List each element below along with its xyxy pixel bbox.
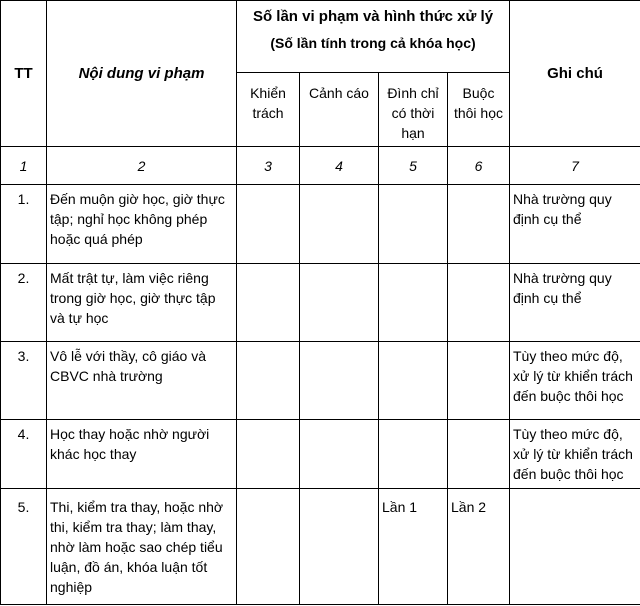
col-number-5: 5 (379, 147, 448, 185)
header-group-subtitle: (Số lần tính trong cả khóa học) (270, 35, 476, 51)
table-row (1, 185, 640, 264)
row-reprimand (237, 185, 300, 264)
row-content: Thi, kiểm tra thay, hoặc nhờ thi, kiểm tra thay; làm thay, nhờ làm hoặc sao chép tiểu luận, đồ án, khóa luận tốt nghiệp (47, 489, 237, 605)
row-number: 1. (1, 185, 47, 264)
row-suspension (379, 185, 448, 264)
header-group-title: Số lần vi phạm và hình thức xử lý (252, 8, 494, 25)
row-warning (300, 489, 379, 605)
col-number-2: 2 (47, 147, 237, 185)
row-expulsion (448, 264, 510, 342)
table-row (1, 420, 640, 489)
numbering-row (1, 147, 640, 185)
row-expulsion (448, 185, 510, 264)
row-reprimand (237, 489, 300, 605)
row-expulsion (448, 420, 510, 489)
row-reprimand (237, 420, 300, 489)
row-number: 4. (1, 420, 47, 489)
row-reprimand (237, 342, 300, 420)
header-sub-reprimand: Khiển trách (237, 73, 300, 147)
row-suspension (379, 264, 448, 342)
header-content: Nội dung vi phạm (47, 1, 237, 147)
row-suspension: Lần 1 (379, 489, 448, 605)
row-content: Đến muộn giờ học, giờ thực tập; nghỉ học không phép hoặc quá phép (47, 185, 237, 264)
row-warning (300, 342, 379, 420)
row-content: Vô lễ với thầy, cô giáo và CBVC nhà trường (47, 342, 237, 420)
row-number: 3. (1, 342, 47, 420)
row-content: Mất trật tự, làm việc riêng trong giờ học, giờ thực tập và tự học (47, 264, 237, 342)
row-number: 5. (1, 489, 47, 605)
header-row-top (1, 1, 640, 73)
row-note: Nhà trường quy định cụ thể (510, 264, 640, 342)
row-number: 2. (1, 264, 47, 342)
row-note: Tùy theo mức độ, xử lý từ khiển trách đến buộc thôi học (510, 342, 640, 420)
row-warning (300, 420, 379, 489)
header-group (237, 1, 510, 73)
col-number-1: 1 (1, 147, 47, 185)
col-number-7: 7 (510, 147, 640, 185)
row-note: Nhà trường quy định cụ thể (510, 185, 640, 264)
header-sub-expulsion: Buộc thôi học (448, 73, 510, 147)
row-warning (300, 264, 379, 342)
row-note: Tùy theo mức độ, xử lý từ khiển trách đến buộc thôi học (510, 420, 640, 489)
table-row (1, 264, 640, 342)
row-suspension (379, 342, 448, 420)
col-number-4: 4 (300, 147, 379, 185)
row-warning (300, 185, 379, 264)
col-number-3: 3 (237, 147, 300, 185)
row-content: Học thay hoặc nhờ người khác học thay (47, 420, 237, 489)
col-number-6: 6 (448, 147, 510, 185)
table-row (1, 342, 640, 420)
header-note: Ghi chú (510, 1, 640, 147)
row-suspension (379, 420, 448, 489)
table-row (1, 489, 640, 605)
row-expulsion (448, 342, 510, 420)
header-sub-suspension: Đình chỉ có thời hạn (379, 73, 448, 147)
header-sub-warning: Cảnh cáo (300, 73, 379, 147)
header-tt: TT (1, 1, 47, 147)
row-reprimand (237, 264, 300, 342)
row-expulsion: Lần 2 (448, 489, 510, 605)
row-note (510, 489, 640, 605)
